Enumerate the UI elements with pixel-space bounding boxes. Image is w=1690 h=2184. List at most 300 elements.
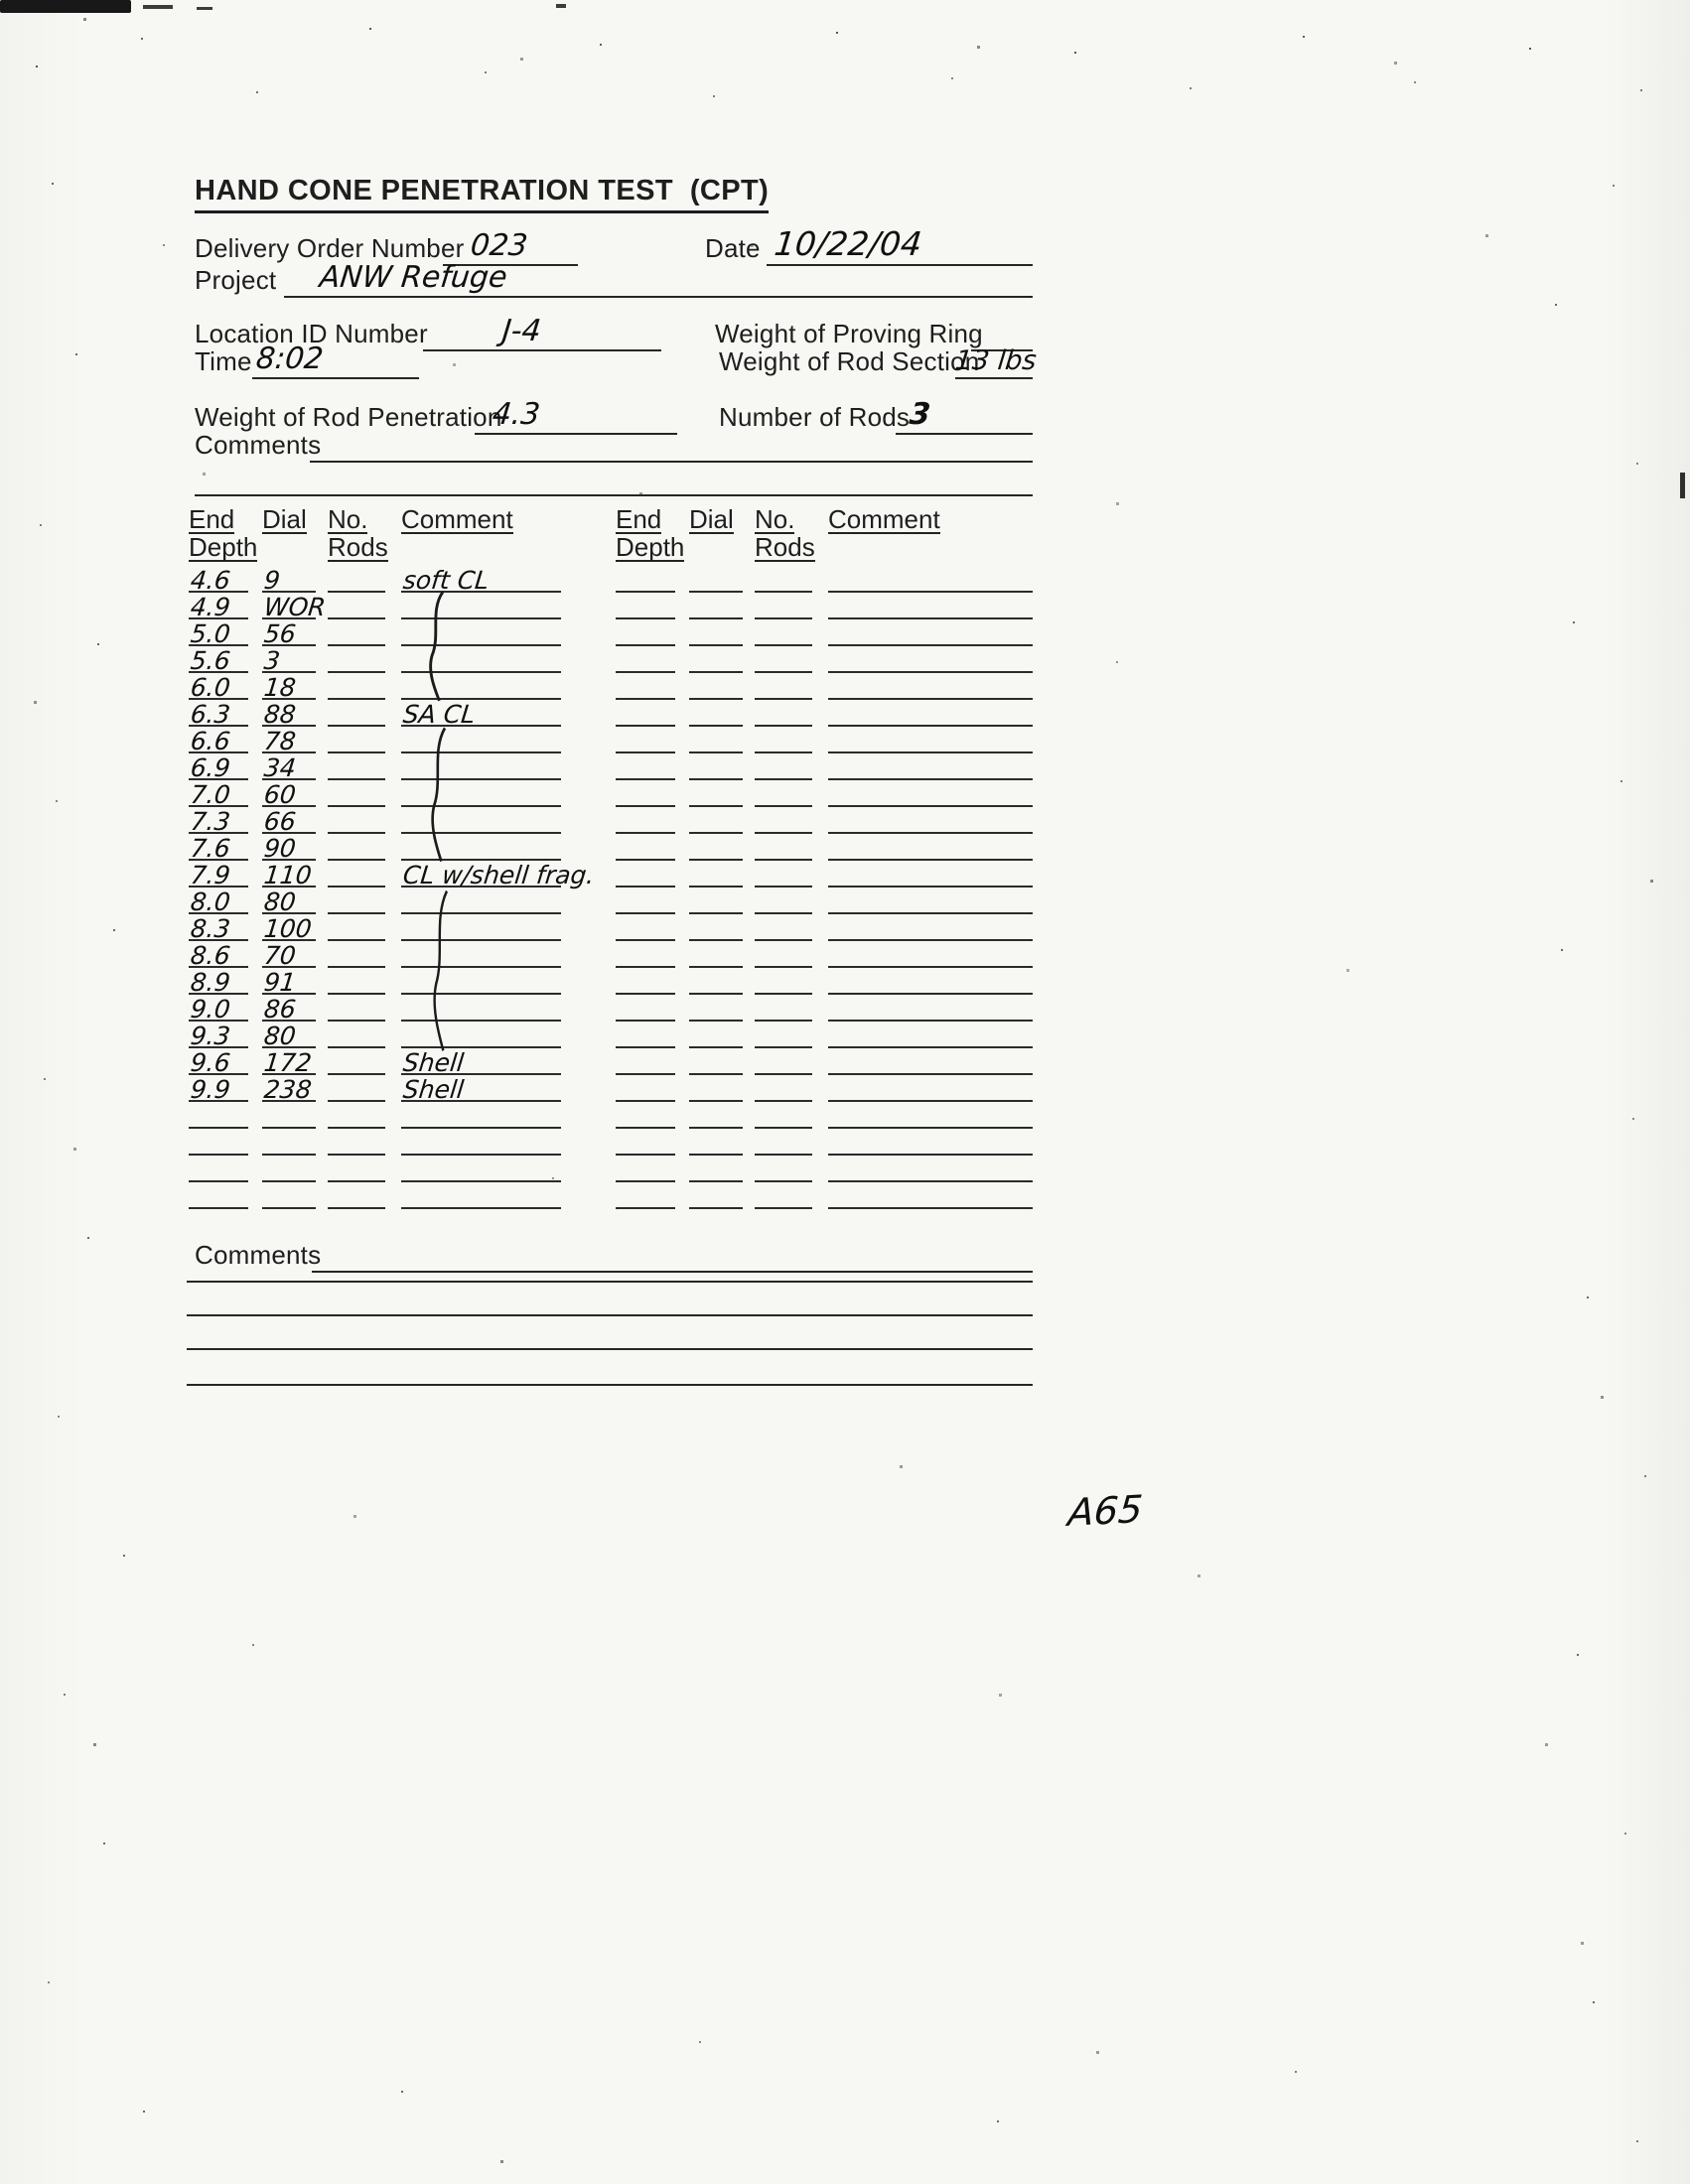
footer-blank-line (187, 1281, 1033, 1283)
table-row (189, 700, 561, 727)
rods-cell (328, 1180, 385, 1209)
depth-value: 9.6 (189, 1048, 232, 1077)
col-header-depth: Depth (189, 532, 258, 562)
table-row (189, 1075, 561, 1102)
depth-value: 9.9 (189, 1075, 232, 1104)
dial-value: 78 (262, 727, 298, 755)
dial-value: 80 (262, 1022, 298, 1050)
dial-cell (262, 886, 316, 914)
rods-cell (328, 993, 385, 1022)
depth-value: 7.9 (189, 861, 232, 889)
depth-cell (616, 832, 675, 861)
depth-cell (616, 805, 675, 834)
comment-cell (828, 939, 1033, 968)
dial-value: 34 (262, 753, 298, 782)
dial-cell (689, 1154, 743, 1182)
depth-cell (189, 591, 248, 619)
table-row (189, 619, 561, 646)
depth-cell (189, 993, 248, 1022)
page-code: A65 (1065, 1487, 1145, 1535)
depth-value: 8.9 (189, 968, 232, 997)
rods-cell (328, 1046, 385, 1075)
depth-cell (189, 886, 248, 914)
depth-value: 7.3 (189, 807, 232, 836)
depth-cell (189, 1073, 248, 1102)
date-value: 10/22/04 (772, 224, 924, 263)
dial-cell (689, 993, 743, 1022)
footer-blank-line (187, 1314, 1033, 1316)
comment-cell (828, 671, 1033, 700)
rods-cell (755, 832, 812, 861)
table-row (616, 619, 1033, 646)
comments-continuation-line (195, 459, 1033, 496)
rods-cell (755, 939, 812, 968)
rods-cell (755, 1046, 812, 1075)
dial-value: 56 (262, 619, 298, 648)
comment-value: Shell (401, 1075, 466, 1104)
depth-cell (616, 644, 675, 673)
depth-cell (616, 993, 675, 1022)
project-line (284, 260, 1033, 298)
comment-cell (401, 805, 561, 834)
dial-cell (689, 912, 743, 941)
depth-cell (616, 1073, 675, 1102)
table-row (189, 1182, 561, 1209)
comment-cell (401, 1154, 561, 1182)
scan-artifact-edge (1680, 473, 1685, 498)
rods-cell (328, 859, 385, 887)
depth-cell (189, 805, 248, 834)
dial-cell (262, 1100, 316, 1129)
dial-cell (689, 805, 743, 834)
comment-cell (401, 939, 561, 968)
delivery-order-label: Delivery Order Number (195, 233, 465, 263)
table-header-left (189, 506, 561, 562)
comment-cell (828, 778, 1033, 807)
dial-cell (689, 966, 743, 995)
dial-cell (262, 591, 328, 621)
depth-value: 8.0 (189, 887, 232, 916)
comment-cell (828, 1100, 1033, 1129)
dial-cell (262, 564, 316, 593)
comment-cell (401, 832, 561, 861)
table-row (616, 1075, 1033, 1102)
dial-value: 100 (262, 914, 314, 943)
table-row (616, 968, 1033, 995)
depth-value: 5.6 (189, 646, 232, 675)
rods-cell (755, 671, 812, 700)
depth-cell (189, 564, 248, 593)
comment-cell (401, 1046, 561, 1075)
rods-cell (755, 1154, 812, 1182)
table-row (616, 1022, 1033, 1048)
dial-cell (262, 939, 316, 968)
time-label: Time (195, 346, 252, 376)
time-line (252, 341, 419, 379)
comment-cell (401, 859, 597, 889)
comment-cell (828, 644, 1033, 673)
table-row (616, 1102, 1033, 1129)
continuation-brace (429, 889, 453, 1052)
col-header-dial: Dial (689, 504, 734, 534)
depth-cell (616, 1020, 675, 1048)
weight-rod-penetration-label: Weight of Rod Penetration (195, 402, 502, 432)
comment-cell (828, 1180, 1033, 1209)
depth-value: 4.9 (189, 593, 232, 621)
depth-cell (616, 1127, 675, 1156)
depth-cell (189, 859, 248, 887)
rods-cell (755, 564, 812, 593)
dial-cell (689, 564, 743, 593)
rods-cell (755, 993, 812, 1022)
depth-cell (189, 1180, 248, 1209)
col-header-comment: Comment (828, 504, 940, 534)
rods-cell (328, 751, 385, 780)
depth-cell (616, 751, 675, 780)
table-row (616, 646, 1033, 673)
table-row (616, 941, 1033, 968)
depth-cell (616, 564, 675, 593)
depth-value: 8.6 (189, 941, 232, 970)
dial-cell (262, 805, 316, 834)
table-header-line1 (616, 506, 1033, 534)
depth-cell (189, 832, 248, 861)
comment-value: SA CL (401, 700, 477, 729)
depth-cell (616, 912, 675, 941)
comment-cell (828, 886, 1033, 914)
depth-cell (616, 886, 675, 914)
footer-comments-label: Comments (195, 1240, 322, 1270)
dial-value: 9 (262, 566, 282, 595)
table-row (616, 914, 1033, 941)
dial-cell (262, 725, 316, 753)
comment-cell (401, 698, 561, 727)
dial-cell (689, 644, 743, 673)
dial-value: 110 (262, 861, 314, 889)
rods-cell (328, 564, 385, 593)
comment-cell (828, 617, 1033, 646)
comment-cell (401, 1180, 561, 1209)
rods-cell (328, 698, 385, 727)
rods-cell (755, 778, 812, 807)
depth-cell (189, 671, 248, 700)
depth-value: 5.0 (189, 619, 232, 648)
rods-cell (755, 859, 812, 887)
rods-cell (755, 912, 812, 941)
depth-value: 6.9 (189, 753, 232, 782)
field-row-project (195, 260, 1033, 298)
dial-cell (689, 617, 743, 646)
comment-cell (401, 886, 561, 914)
comment-cell (401, 1127, 561, 1156)
table-row (189, 861, 597, 889)
dial-cell (689, 939, 743, 968)
depth-cell (616, 1180, 675, 1209)
dial-cell (262, 1073, 316, 1102)
comments-line (310, 425, 1033, 463)
dial-value: 91 (262, 968, 298, 997)
depth-value: 7.0 (189, 780, 232, 809)
col-header-dial: Dial (262, 504, 307, 534)
comment-cell (828, 966, 1033, 995)
dial-value: 86 (262, 995, 298, 1024)
table-row (616, 780, 1033, 807)
dial-value: WOR (262, 593, 328, 621)
dial-cell (262, 1154, 316, 1182)
dial-cell (689, 886, 743, 914)
comments-label: Comments (195, 430, 322, 460)
col-header-comment: Comment (401, 504, 513, 534)
table-row (616, 887, 1033, 914)
dial-value: 90 (262, 834, 298, 863)
table-row (616, 753, 1033, 780)
dial-cell (689, 698, 743, 727)
dial-value: 18 (262, 673, 298, 702)
depth-cell (189, 939, 248, 968)
rods-cell (328, 939, 385, 968)
dial-value: 88 (262, 700, 298, 729)
dial-cell (689, 1046, 743, 1075)
depth-cell (616, 859, 675, 887)
rods-cell (328, 591, 385, 619)
depth-cell (616, 725, 675, 753)
rods-cell (328, 966, 385, 995)
comment-cell (828, 751, 1033, 780)
depth-cell (616, 698, 675, 727)
table-row (616, 1129, 1033, 1156)
table-row (189, 646, 561, 673)
rods-cell (328, 912, 385, 941)
dial-cell (689, 725, 743, 753)
field-row-time-rodsection (195, 341, 1039, 379)
depth-cell (616, 966, 675, 995)
table-row (616, 1156, 1033, 1182)
dial-value: 3 (262, 646, 282, 675)
rods-cell (328, 617, 385, 646)
rods-cell (328, 1127, 385, 1156)
continuation-brace (425, 591, 449, 702)
depth-cell (189, 725, 248, 753)
depth-cell (189, 1127, 248, 1156)
depth-cell (189, 1100, 248, 1129)
dial-value: 80 (262, 887, 298, 916)
footer-blank-line (187, 1384, 1033, 1386)
depth-value: 9.0 (189, 995, 232, 1024)
dial-cell (262, 778, 316, 807)
depth-cell (616, 778, 675, 807)
comment-cell (828, 1154, 1033, 1182)
col-header-depth: Depth (616, 532, 685, 562)
comment-cell (828, 591, 1033, 619)
col-header-end: End (616, 504, 662, 534)
depth-cell (189, 1046, 248, 1075)
depth-cell (189, 778, 248, 807)
comment-cell (401, 966, 561, 995)
depth-cell (189, 644, 248, 673)
rods-cell (755, 617, 812, 646)
comment-cell (828, 698, 1033, 727)
number-of-rods-value: 3 (908, 397, 932, 432)
rods-cell (755, 1020, 812, 1048)
table-row (189, 968, 561, 995)
comment-cell (401, 725, 561, 753)
table-row (616, 593, 1033, 619)
comment-value: Shell (401, 1048, 466, 1077)
depth-cell (189, 1154, 248, 1182)
dial-cell (262, 617, 316, 646)
rods-cell (328, 671, 385, 700)
table-row (189, 1156, 561, 1182)
table-row (616, 861, 1033, 887)
rods-cell (328, 1154, 385, 1182)
depth-cell (616, 1046, 675, 1075)
weight-rod-penetration-value: 4.3 (491, 397, 542, 432)
dial-cell (689, 832, 743, 861)
dial-cell (689, 778, 743, 807)
dial-cell (262, 966, 316, 995)
depth-value: 6.0 (189, 673, 232, 702)
scan-artifact-dash (143, 5, 173, 9)
rods-cell (328, 1073, 385, 1102)
footer-comments-line (312, 1235, 1033, 1273)
table-row (616, 1048, 1033, 1075)
table-row (189, 673, 561, 700)
rods-cell (328, 1100, 385, 1129)
continuation-brace (427, 727, 451, 863)
dial-cell (689, 859, 743, 887)
rods-cell (755, 1127, 812, 1156)
dial-cell (262, 912, 316, 941)
depth-cell (189, 1020, 248, 1048)
dial-cell (262, 1180, 316, 1209)
comment-cell (401, 564, 561, 593)
location-id-label: Location ID Number (195, 319, 428, 348)
rods-cell (328, 644, 385, 673)
dial-cell (262, 751, 316, 780)
dial-value: 172 (262, 1048, 314, 1077)
table-header-line2 (189, 534, 561, 562)
comment-cell (401, 1020, 561, 1048)
depth-value: 6.6 (189, 727, 232, 755)
rods-cell (755, 725, 812, 753)
dial-cell (689, 1127, 743, 1156)
depth-cell (616, 671, 675, 700)
table-row (616, 566, 1033, 593)
comment-cell (828, 1127, 1033, 1156)
project-value: ANW Refuge (318, 260, 509, 295)
dial-value: 60 (262, 780, 298, 809)
depth-value: 7.6 (189, 834, 232, 863)
scan-artifact-dash (556, 4, 566, 8)
dial-cell (689, 1020, 743, 1048)
dial-cell (262, 644, 316, 673)
footer-blank-line (187, 1348, 1033, 1350)
date-label: Date (705, 233, 761, 263)
dial-cell (262, 859, 316, 887)
weight-rod-section-label: Weight of Rod Section (719, 346, 980, 376)
comment-cell (828, 1073, 1033, 1102)
table-row (189, 807, 561, 834)
dial-cell (262, 832, 316, 861)
readings-table-left (189, 566, 597, 1209)
comment-cell (828, 725, 1033, 753)
comment-cell (401, 751, 561, 780)
table-row (189, 780, 561, 807)
comment-value: soft CL (401, 566, 491, 595)
table-row (189, 1022, 561, 1048)
depth-cell (189, 698, 248, 727)
depth-cell (189, 966, 248, 995)
depth-cell (189, 751, 248, 780)
table-row (616, 1182, 1033, 1209)
rods-cell (755, 698, 812, 727)
dial-cell (689, 671, 743, 700)
dial-value: 66 (262, 807, 298, 836)
rods-cell (755, 966, 812, 995)
table-row (616, 995, 1033, 1022)
table-header-line2 (616, 534, 1033, 562)
weight-rod-section-line (953, 341, 1039, 379)
comment-cell (828, 993, 1033, 1022)
comment-cell (828, 564, 1033, 593)
rods-cell (755, 1073, 812, 1102)
table-row (616, 727, 1033, 753)
dial-value: 238 (262, 1075, 314, 1104)
dial-cell (689, 1180, 743, 1209)
table-row (189, 753, 561, 780)
dial-cell (689, 1073, 743, 1102)
weight-proving-ring-label: Weight of Proving Ring (715, 319, 983, 348)
footer-comments-row (195, 1239, 1033, 1273)
comment-cell (828, 832, 1033, 861)
table-row (616, 700, 1033, 727)
depth-value: 6.3 (189, 700, 232, 729)
rods-cell (328, 1020, 385, 1048)
rods-cell (755, 644, 812, 673)
rods-cell (755, 1180, 812, 1209)
col-header-end: End (189, 504, 235, 534)
table-row (189, 887, 561, 914)
readings-table-right (616, 566, 1033, 1209)
comment-cell (401, 1100, 561, 1129)
comment-cell (401, 778, 561, 807)
comment-cell (828, 1020, 1033, 1048)
comment-cell (401, 993, 561, 1022)
rods-cell (328, 832, 385, 861)
comment-cell (828, 1046, 1033, 1075)
field-row-comments (195, 429, 1033, 463)
table-row (616, 807, 1033, 834)
table-row (616, 673, 1033, 700)
table-row (189, 566, 561, 593)
comment-cell (401, 912, 561, 941)
rods-cell (328, 778, 385, 807)
table-row (189, 1129, 561, 1156)
dial-cell (262, 1046, 316, 1075)
dial-cell (262, 993, 316, 1022)
col-header-rods: Rods (328, 532, 388, 562)
table-header-right (616, 506, 1033, 562)
number-of-rods-label: Number of Rods (719, 402, 911, 432)
depth-cell (189, 617, 248, 646)
rods-cell (755, 805, 812, 834)
dial-cell (262, 1127, 316, 1156)
depth-cell (616, 617, 675, 646)
table-row (189, 1048, 561, 1075)
table-row (189, 834, 561, 861)
scan-noise (0, 0, 3, 3)
comment-cell (828, 912, 1033, 941)
